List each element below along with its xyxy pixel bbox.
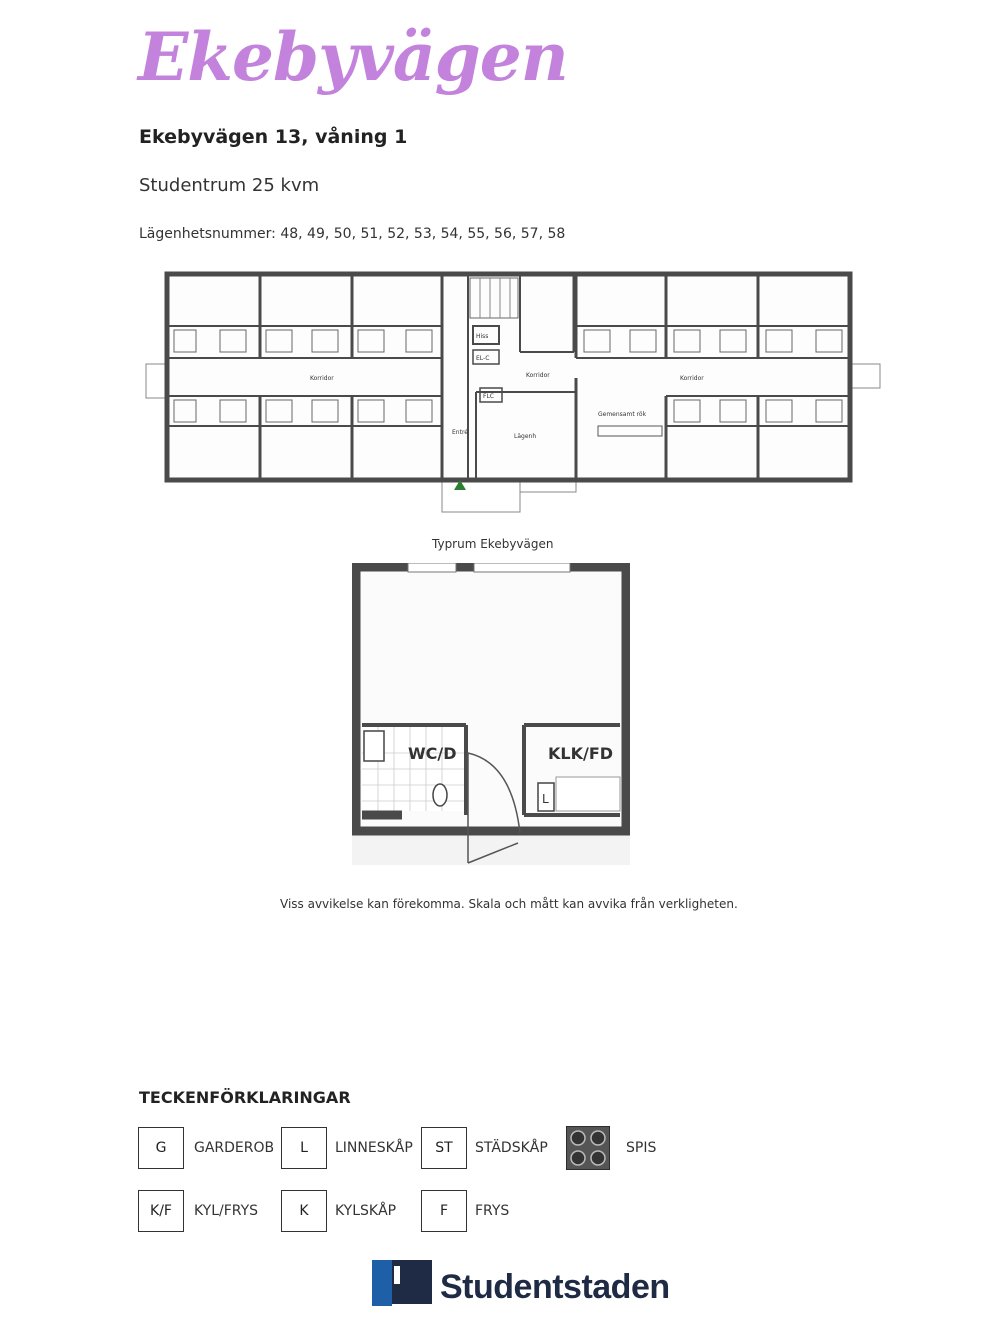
legend-label-stadskap: STÄDSKÅP [475, 1140, 548, 1156]
toilet-icon [433, 784, 447, 806]
logo-text: Studentstaden [440, 1268, 670, 1306]
address-heading: Ekebyvägen 13, våning 1 [139, 126, 408, 148]
laundry-label: Lägenh [514, 433, 537, 440]
floor-plan [140, 268, 890, 518]
stair-label: Entré [452, 429, 468, 436]
studentstaden-logo-icon [372, 1258, 434, 1306]
klk-label: KLK/FD [548, 744, 614, 763]
legend-label-frys: FRYS [475, 1203, 510, 1219]
brand-title: Ekebyvägen [138, 18, 568, 96]
window [474, 563, 570, 572]
floor-plan-entry-stub-right [852, 364, 880, 388]
corridor-label-center: Korridor [526, 372, 550, 379]
legend-label-kylfrys: KYL/FRYS [194, 1203, 259, 1219]
legend-label-garderob: GARDEROB [194, 1140, 275, 1156]
hiss-label: Hiss [476, 333, 489, 340]
legend-code-kylfrys: K/F [138, 1190, 184, 1232]
legend-code-linneskap: L [281, 1127, 327, 1169]
shower-icon [364, 731, 384, 761]
floor-plan-outline [167, 274, 850, 480]
corridor-label-left: Korridor [310, 375, 334, 382]
typroom-plan [352, 563, 630, 865]
legend-code-stadskap: ST [421, 1127, 467, 1169]
window [408, 563, 456, 572]
legend-label-spis: SPIS [626, 1140, 657, 1156]
legend-code-kylskap: K [281, 1190, 327, 1232]
disclaimer: Viss avvikelse kan förekomma. Skala och mått kan avvika från verkligheten. [280, 897, 738, 911]
wc-label: WC/D [408, 744, 457, 763]
room-type: Studentrum 25 kvm [139, 175, 320, 196]
legend-code-garderob: G [138, 1127, 184, 1169]
legend-code-frys: F [421, 1190, 467, 1232]
kitchen-label: Gemensamt rök [598, 411, 647, 418]
apartment-numbers: Lägenhetsnummer: 48, 49, 50, 51, 52, 53, 54, 55, 56, 57, 58 [139, 226, 566, 242]
fl-label: FLC [483, 393, 494, 400]
legend-title: TECKENFÖRKLARINGAR [139, 1088, 351, 1107]
linen-label: L [542, 792, 549, 806]
corridor-label-right: Korridor [680, 375, 704, 382]
floor-plan-porch [442, 478, 520, 512]
legend-label-linneskap: LINNESKÅP [335, 1140, 413, 1156]
stove-icon [566, 1126, 610, 1170]
legend-label-kylskap: KYLSKÅP [335, 1203, 397, 1219]
typroom-caption: Typrum Ekebyvägen [432, 537, 554, 551]
el-label: EL-C [476, 355, 490, 362]
